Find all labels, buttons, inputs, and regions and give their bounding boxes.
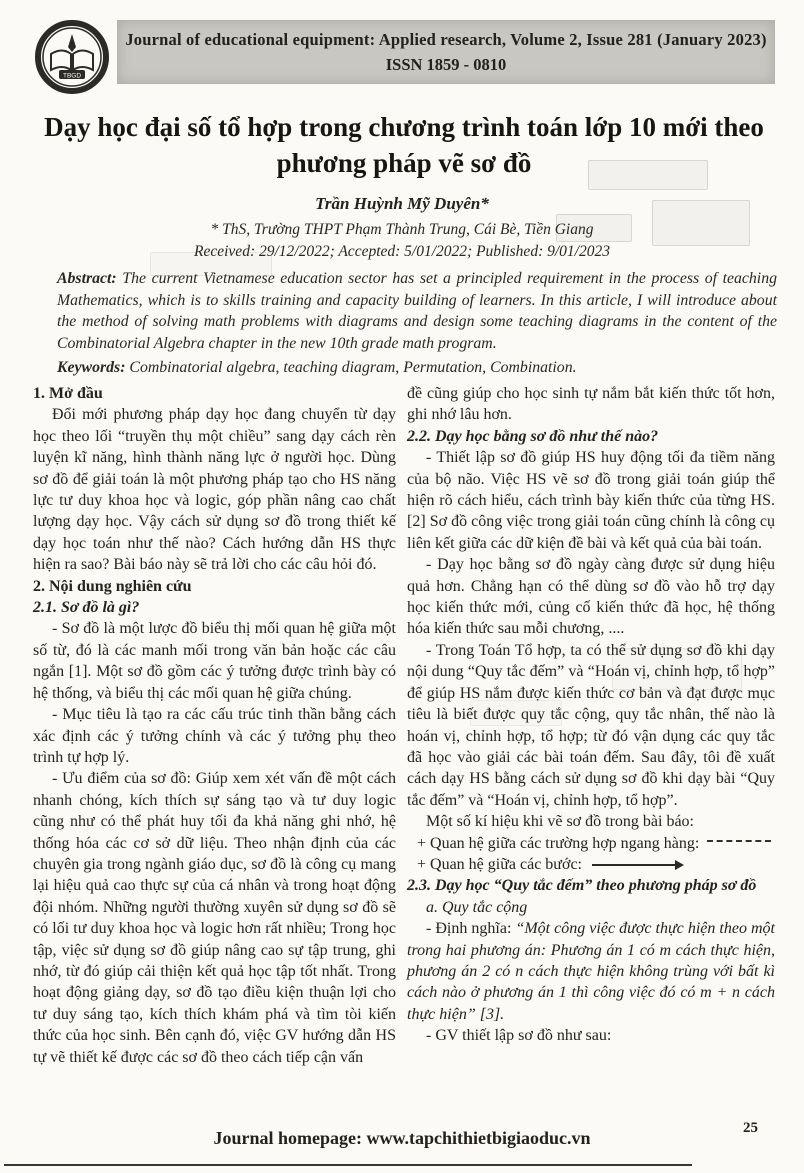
definition-quote: “Một công việc được thực hiện theo một trong hai phương án: Phương án 1 có m cách thực hiện, phương án 2 có n cách thực hiện không trùng với bất kì cách nào ở phương án 1 thì công việc đó có m + n cách thực hiện” [3]. xyxy=(407,920,775,1023)
journal-header-line1: Journal of educational equipment: Applied research, Volume 2, Issue 281 (January 2023) xyxy=(125,29,767,49)
author-affiliation: * ThS, Trường THPT Phạm Thành Trung, Cái Bè, Tiền Giang xyxy=(210,221,594,238)
subsection-heading: 2.3. Dạy học “Quy tắc đếm” theo phương pháp sơ đồ xyxy=(407,877,757,895)
keywords-text: Combinatorial algebra, teaching diagram, Permutation, Combination. xyxy=(125,359,577,376)
body-paragraph: - Ưu điểm của sơ đồ: Giúp xem xét vấn đề một cách nhanh chóng, kích thích sự sáng tạo và tư duy logic cũng như có thể phát huy tối đa khả năng ghi nhớ, hệ thống hóa các cơ sở dữ liệu. Theo nhận định của các chuyên gia trong ngành giáo dục, sơ đồ là công cụ mang lại hiệu quả cao thực sự của cá nhân và trong hoạt động đội nhóm. Những người thường xuyên sử dụng sơ đồ sẽ có lối tư duy khoa học và logic hơn rất nhiều; Trong học tập, việc sử dụng sơ đồ giúp nâng cao sự tập trung, ghi nhớ, từ đó giúp cải thiện kết quả học tập tốt nhất. Trong hoạt động giảng dạy, sơ đồ tạo điều kiện thuận lợi cho tư duy sáng tạo, kích thích khám phá và tìm tòi kiến thức của học sinh. Bên cạnh đó, việc GV hướng dẫn HS tự vẽ thiết kế được các sơ đồ theo cách tiếp cận vấn xyxy=(33,770,396,1066)
arrow-icon xyxy=(592,859,684,871)
page-number: 25 xyxy=(743,1120,758,1136)
bottom-rule xyxy=(4,1164,692,1166)
section-heading: 2. Nội dung nghiên cứu xyxy=(33,577,192,595)
body-paragraph: - Dạy học bằng sơ đồ ngày càng được sử dụng hiệu quả hơn. Chẳng hạn có thể dùng sơ đồ vào hỗ trợ dạy học kiến thức mới, củng cố kiến thức đã học, hệ thống hóa kiến thức sau mỗi chương, .... xyxy=(407,556,775,638)
legend-line-steps xyxy=(407,854,775,875)
abstract-block xyxy=(57,268,777,379)
svg-text:TBGD: TBGD xyxy=(62,72,82,80)
journal-header-band xyxy=(117,20,775,84)
journal-homepage: Journal homepage: www.tapchithietbigiaoduc.vn xyxy=(213,1128,591,1148)
journal-issn: ISSN 1859 - 0810 xyxy=(385,54,507,74)
journal-logo-emblem xyxy=(35,20,109,94)
abstract-text: The current Vietnamese education sector has set a principled requirement in the process of teaching Mathematics, which is to skills training and capacity building of learners. In this article, I will introduce about the method of solving math problems with diagrams and design some teaching diagrams in the content of the Combinatorial Algebra chapter in the new 10th grade math program. xyxy=(57,270,777,352)
keywords-paragraph xyxy=(57,357,777,379)
journal-logo xyxy=(35,20,109,94)
body-paragraph: Đổi mới phương pháp dạy học đang chuyển từ dạy học theo lối “truyền thụ một chiều” sang dạy cách rèn luyện kĩ năng, hình thành năng lực ở người học. Dùng sơ đồ để giải toán là một phương pháp tạo cho HS năng lực tư duy khoa học và logic, góp phần nâng cao chất lượng dạy học. Vậy cách sử dụng sơ đồ trong thiết kế dạy học toán như thế nào? Cách hướng dẫn HS thực hiện ra sao? Bài báo này sẽ trả lời cho các câu hỏi đó. xyxy=(33,406,396,574)
article-dates: Received: 29/12/2022; Accepted: 5/01/2022; Published: 9/01/2023 xyxy=(194,243,610,260)
body-paragraph: Một số kí hiệu khi vẽ sơ đồ trong bài báo: xyxy=(426,813,694,831)
article-title: Dạy học đại số tổ hợp trong chương trình toán lớp 10 mới theo phương pháp vẽ sơ đồ xyxy=(44,112,764,178)
definition-label: - Định nghĩa: xyxy=(426,920,516,938)
abstract-paragraph xyxy=(57,268,777,354)
legend-line-horizontal xyxy=(407,833,775,854)
definition-paragraph xyxy=(407,918,775,1025)
body-paragraph: - GV thiết lập sơ đồ như sau: xyxy=(426,1027,612,1045)
subsection-heading: 2.1. Sơ đồ là gì? xyxy=(33,599,140,617)
abstract-label: Abstract: xyxy=(57,270,117,287)
body-paragraph: - Sơ đồ là một lược đồ biểu thị mối quan hệ giữa một số từ, đó là các manh mối trong văn bản hoặc các câu ngắn [1]. Một sơ đồ gồm các ý tưởng được trình bày có hệ thống, và biểu thị các mối quan hệ giữa chúng. xyxy=(33,620,396,702)
article-body xyxy=(33,383,775,1068)
article-author: Trần Huỳnh Mỹ Duyên* xyxy=(315,194,489,213)
body-paragraph: - Mục tiêu là tạo ra các cấu trúc tinh thần bằng cách xác định các ý tưởng chính và các ý tưởng phụ theo trình tự hợp lý. xyxy=(33,706,396,766)
subsection-heading: 2.2. Dạy học bằng sơ đồ như thế nào? xyxy=(407,427,659,445)
left-column xyxy=(33,383,396,1068)
legend-label: + Quan hệ giữa các bước: xyxy=(417,855,582,873)
body-paragraph: - Trong Toán Tổ hợp, ta có thể sử dụng sơ đồ khi dạy nội dung “Quy tắc đếm” và “Hoán vị, chỉnh hợp, tổ hợp” để giúp HS nắm được kiến thức cơ bản và đạt được mục tiêu là biết được quy tắc cộng, quy tắc nhân, thế nào là hoán vị, chỉnh hợp, tổ hợp; từ đó vận dụng các quy tắc đã học vào giải các bài toán đếm. Sau đây, tôi đề xuất cách dạy HS bằng cách sử dụng sơ đồ khi dạy bài “Quy tắc đếm” và “Hoán vị, chỉnh hợp, tổ hợp”. xyxy=(407,641,775,809)
section-heading: 1. Mở đầu xyxy=(33,385,103,402)
body-paragraph: - Thiết lập sơ đồ giúp HS huy động tối đa tiềm năng của bộ não. Việc HS vẽ sơ đồ trong giải toán giúp thể hiện rõ cách hiểu, cách trình bày kiến thức của từng HS. [2] Sơ đồ công việc trong giải toán cũng chính là công cụ liên kết giữa các dữ kiện đề bài và kết quả của bài toán. xyxy=(407,449,775,552)
masthead xyxy=(33,18,775,88)
body-paragraph: đề cũng giúp cho học sinh tự nắm bắt kiến thức tốt hơn, ghi nhớ lâu hơn. xyxy=(407,385,775,424)
dashed-line-icon xyxy=(707,840,771,842)
keywords-label: Keywords: xyxy=(57,359,126,376)
sub-item-heading: a. Quy tắc cộng xyxy=(426,898,528,916)
right-column xyxy=(407,383,775,1068)
legend-label: + Quan hệ giữa các trường hợp ngang hàng: xyxy=(417,834,700,852)
